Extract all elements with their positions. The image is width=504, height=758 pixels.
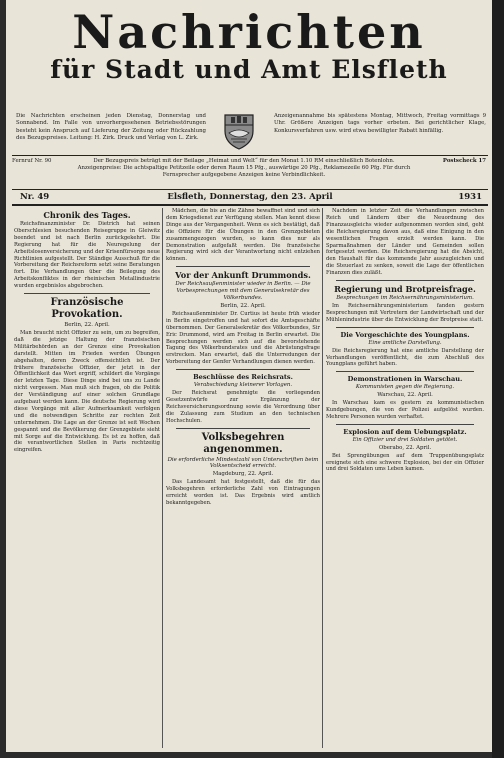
year: 1931 xyxy=(458,192,482,202)
article-subheading: Eine amtliche Darstellung. xyxy=(368,339,442,346)
publication-info: Die Nachrichten erscheinen jeden Dienstag, Donnerstag und Sonnabend. Im Falle von unvorhergesehenen Betriebsstörungen besteht kein Anspruch auf Lieferung der Zeitung oder Rückzahlung des Bezugspreises. Leitung: H. Zirk. Druck und Verlag von L. Zirk. xyxy=(16,113,206,141)
article-subheading: Der Reichsaußenminister wieder in Berlin. — Die Vorbesprechungen mit dem Generalsekretär des Völkerbundes. xyxy=(175,281,311,302)
article-body: Nachdem in letzter Zeit die Verhandlungen zwischen Reich und Ländern über die Neuordnung des Finanzausgleichs wieder aufgenommen worden sind, geht die Reichsregierung davon aus, daß eine Einigung in den wesentlichen Fragen erzielt werden kann. Die Sparmaßnahmen der Länder und Gemeinden sollen fortgesetzt werden. Die Reichsregierung hat die Absicht, den Haushalt für das kommende Jahr auszugleichen und die Steuerlast zu senken, soweit die Lage der öffentlichen Finanzen dies zuläßt. xyxy=(326,208,484,277)
article-dateline: Oberabo, 22. April. xyxy=(378,444,432,451)
divider xyxy=(176,369,310,370)
article-heading: Volksbegehren angenommen. xyxy=(201,431,285,455)
article-body: In Warschau kam es gestern zu kommunistischen Kundgebungen, die von der Polizei aufgelöst wurden. Mehrere Personen wurden verhaftet. xyxy=(326,400,484,420)
price-info: Der Bezugspreis beträgt mit der Beilage „Heimat und Welt“ für den Monat 1.10 RM einschließlich Botenlohn. Anzeigenpreise: Die achtspaltige Petitzeile oder deren Raum 15 Pfg., auswärtige 20 Pfg., Reklamezeile 60 Pfg. Für durch Fernsprecher aufgegebene Anzeigen keine Verbindlichkeit. xyxy=(77,158,411,179)
article-heading: Französische Provokation. xyxy=(50,297,124,321)
scan-edge xyxy=(492,0,504,758)
article-heading: Demonstrationen in Warschau. xyxy=(347,375,463,384)
advertising-info: Anzeigenannahme bis spätestens Montag, Mittwoch, Freitag vormittags 9 Uhr. Größere Anzeigen tags vorher erbeten. Bei gerichtlicher Klage, Konkursverfahren usw. wird etwa bewilligter Rabatt hinfällig. xyxy=(274,113,486,134)
divider xyxy=(176,428,310,429)
article-body: Mädchen, die bis an die Zähne bewaffnet sind und sich dem Kriegsdienst zur Verfügung stellen. Man kennt diese Dinge aus der Vergangenheit. Wenn es sich bestätigt, daß die Offiziere für die Übungen in den Grenzgebieten zusammengezogen wurden, so kann dies nur als Demonstration aufgefaßt werden. Die französische Regierung wird sich der Verantwortung nicht entziehen können. xyxy=(166,208,320,263)
divider xyxy=(176,266,310,267)
article-body: Das Landesamt hat festgestellt, daß die für das Volksbegehren erforderliche Zahl von Eintragungen erreicht worden ist. Das Ergebnis wird amtlich bekanntgegeben. xyxy=(166,479,320,506)
article-body: Im Reichsernährungsministerium fanden gestern Besprechungen mit Vertretern der Landwirtschaft und der Mühlenindustrie über die Entwicklung der Brotpreise statt. xyxy=(326,302,484,323)
article-heading: Regierung und Brotpreisfrage. xyxy=(334,284,476,295)
issue-number: Nr. 49 xyxy=(20,192,50,202)
divider xyxy=(336,371,474,372)
article-heading: Beschlüsse des Reichsrats. xyxy=(193,373,293,382)
column-left xyxy=(14,208,160,455)
article-subheading: Die erforderliche Mindestzahl von Unterschriften beim Volksentscheid erreicht. xyxy=(167,456,319,470)
article-dateline: Berlin, 22. April. xyxy=(64,322,110,329)
column-right xyxy=(326,208,484,474)
article-heading: Explosion auf dem Uebungsplatz. xyxy=(343,427,467,436)
masthead-title: Nachrichten xyxy=(72,5,426,59)
article-dateline: Berlin, 22. April. xyxy=(220,302,266,309)
column-divider xyxy=(322,208,323,748)
article-subheading: Verabschiedung kleinerer Vorlagen. xyxy=(193,382,293,389)
article-heading: Vor der Ankunft Drummonds. xyxy=(175,270,311,281)
subscription-ribbon xyxy=(12,155,488,190)
article-body: Die Reichsregierung hat eine amtliche Darstellung der Verhandlungen veröffentlicht, die zum Abschluß des Youngplans geführt haben. xyxy=(326,347,484,368)
article-body: Reichsaußenminister Dr. Curtius ist heute früh wieder in Berlin eingetroffen und hat sofort die Amtsgeschäfte übernommen. Der Generalsekretär des Völkerbundes, Sir Eric Drummond, wird am Freitag in Berlin erwartet. Die Besprechungen werden sich auf die bevorstehende Tagung des Völkerbundsrates und die Abrüstungsfrage erstrecken. Man erwartet, daß die Unterredungen der Vorbereitung der Genfer Verhandlungen dienen werden. xyxy=(166,310,320,366)
article-subheading: Kommunisten gegen die Regierung. xyxy=(355,384,455,391)
divider xyxy=(336,327,474,328)
article-subheading: Besprechungen im Reichsernährungsministerium. xyxy=(336,295,474,302)
newspaper-page xyxy=(6,0,492,752)
coat-of-arms-icon xyxy=(219,111,259,151)
divider xyxy=(336,280,474,281)
divider xyxy=(24,293,150,294)
article-dateline: Magdeburg, 22. April. xyxy=(212,471,274,478)
article-dateline: Warschau, 22. April. xyxy=(377,392,433,399)
article-heading: Chronik des Tages. xyxy=(43,210,131,220)
article-body: Der Reichsrat genehmigte die vorliegenden Gesetzentwürfe zur Ergänzung der Reichsversicherungsordnung sowie die Verordnung über die Zulassung zum Studium an den technischen Hochschulen. xyxy=(166,390,320,424)
article-body: Man braucht nicht Offizier zu sein, um zu begreifen, daß die jetzige Haltung der französischen Militärbehörden an der Grenze eine Provokation darstellt. Mitten im Frieden werden Übungen abgehalten, deren Zweck offensichtlich ist. Der frühere französische Offizier, der jetzt in der Öffentlichkeit das Wort ergriff, schildert die Vorgänge der letzten Tage. Diese Dinge sind bei uns zu Lande nicht vergessen. Man muß sich fragen, ob die Politik der Verständigung auf einer solchen Grundlage aufgebaut werden kann. Die deutsche Regierung wird diese Vorgänge mit aller Aufmerksamkeit verfolgen und die notwendigen Schritte zur rechten Zeit unternehmen. Die Lage an der Grenze ist seit Wochen gespannt und die Bevölkerung der Grenzgebiete sieht mit Sorge auf die Entwicklung. Es ist zu hoffen, daß die verantwortlichen Stellen in Paris rechtzeitig eingreifen. xyxy=(14,329,160,454)
postal-account: Postscheck 17 xyxy=(442,158,486,164)
article-body: Bei Sprengübungen auf dem Truppenübungsplatz ereignete sich eine schwere Explosion, bei der ein Offizier und drei Soldaten ums Leben kamen. xyxy=(326,452,484,473)
column-divider xyxy=(162,208,163,748)
masthead-subtitle: für Stadt und Amt Elsfleth xyxy=(50,55,448,84)
phone-number: Fernruf Nr. 90 xyxy=(12,158,52,164)
place-date: Elsfleth, Donnerstag, den 23. April xyxy=(167,192,333,202)
dateline xyxy=(12,190,488,206)
article-subheading: Ein Offizier und drei Soldaten getötet. xyxy=(352,436,458,443)
article-body: Reichsfinanzminister Dr. Dietrich hat seinen Oberschlesien besuchenden Reisegruppe in Gleiwitz beendet und ist nach Berlin zurückgekehrt. Die Regierung hat für die Neuregelung der Arbeitslosenversicherung und der Krisenfürsorge neue Richtlinien aufgestellt. Der Ständige Ausschuß für die Vorbereitung der Reichsreform setzt seine Beratungen fort. Die Verhandlungen über die Beilegung des Arbeitskonfliktes in der rheinischen Metallindustrie wurden ergebnislos abgebrochen. xyxy=(14,221,160,290)
divider xyxy=(336,424,474,425)
column-middle xyxy=(166,208,320,508)
article-heading: Die Vorgeschichte des Youngplans. xyxy=(340,330,470,339)
